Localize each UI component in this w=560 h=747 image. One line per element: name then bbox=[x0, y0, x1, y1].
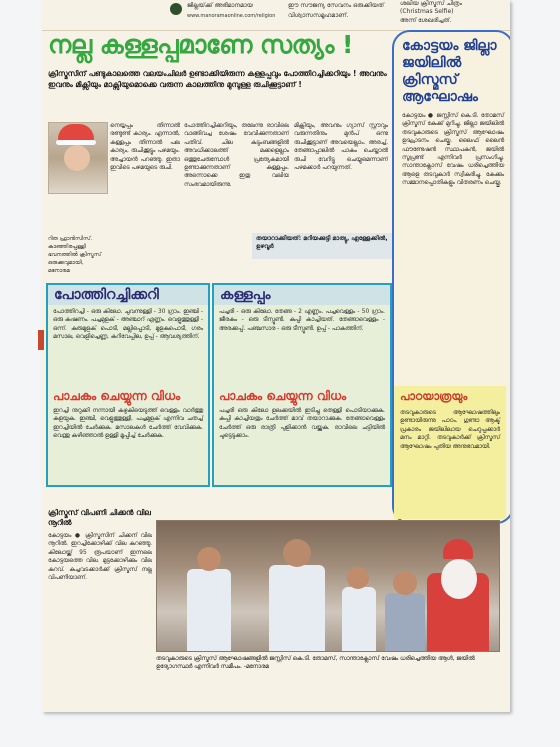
box-pothiracchi-method-title: പാചകം ചെയ്യുന്ന വിധം bbox=[53, 389, 181, 403]
person-shape-1 bbox=[187, 569, 231, 651]
story-column-3: മിക്സിയും, അവനും ഗ്യാസ് സ്റ്റൗവും വരുന്നതിനും മുൻപ് ഒന്നു രുചിക്കൂട്ടാണ് അവയെല്ലാം. അരച്ച്, തേങ്ങാപ്പാലിൽ പാകം ചെയ്താൽ രുചി വേറിട്ടു ചെയ്യുമെന്നാണ് പഴമക്കാർ പറയുന്നത്. bbox=[294, 123, 388, 172]
masthead-right-text: ശലിയ ക്രിസ്മസ് ചിത്രം bbox=[400, 0, 462, 7]
person-shape-4 bbox=[385, 593, 425, 651]
photo-caption: റിത ഫ്രാൻസിസ്. കാഞ്ഞിരപ്പള്ളി ഭവനത്തിൽ ക്രിസ്മസ് ഒരുക്കവുമായി, മനോരമ bbox=[48, 236, 102, 274]
box-pothiracchi-ingredients: പോത്തിറച്ചി - ഒരു കിലോ. ചുവന്നുള്ളി - 30 ഗ്രാം. ഇഞ്ചി - ഒരു കഷണം. പച്ചമുളക് - അഞ്ചാറ് എണ്ണം. വെളുത്തുള്ളി - ഒന്ന്. കുരുമുളക് പൊടി, മല്ലിപ്പൊടി, മുളകുപൊടി, ഗരം മസാല, വെളിച്ചെണ്ണ, കറിവേപ്പില, ഉപ്പ് - ആവശ്യത്തിന്. bbox=[53, 309, 203, 341]
sidebar-box bbox=[394, 386, 506, 519]
masthead-left-text: ജില്ലയ്‌ക്ക് അഭിമാനമായ bbox=[187, 2, 253, 9]
sidebar-box-body: തടവുകാരുടെ ആഘോഷത്തിലും ഉണ്ടായിരുന്നു പാഠം. ഗുണ്ടാ ആക്ട് പ്രകാരം ജയിലിലായ ചെറുപ്പക്കാർ മനം മാറ്റി. തടവുകാർക്ക് ക്രിസ്മസ് ആഘോഷം പുതിയ അനുഭവമായി. bbox=[400, 410, 500, 450]
masthead-mid-text2: വിശ്വാസസമൂഹമാണ്. bbox=[288, 12, 349, 19]
person-head-2 bbox=[283, 539, 311, 567]
person-head-1 bbox=[197, 547, 221, 571]
box-pothiracchi-title: പോത്തിറച്ചിക്കറി bbox=[48, 285, 208, 305]
box-kallappam bbox=[212, 283, 392, 487]
masthead-right-text3: അന്ന് ശേഖരിച്ചത്. bbox=[400, 17, 452, 24]
story-column-2: പോത്തിറച്ചിക്കറിയും, തലേന്നു രാവിലെ വാങ്ങിവച്ച ശേഷം വേവിക്കുന്നതാണ് പതിവ്. ചില കുടുംബങ്ങളിൽ അവധിക്കാലത്ത് മക്കളെല്ലാം ഒത്തുചേരുമ്പോൾ പ്രത്യേകമായി ഉണ്ടാക്കുന്നതാണ് കള്ളപ്പം. അന്നൊക്കെ ഇതു വലിയ സംഭവമായിരുന്നു. bbox=[184, 123, 289, 188]
deck: ക്രിസ്മസിന് പണ്ടുകാലത്തെ വലയംചിലർ ഉണ്ടാക്കിയിരുന്ന കള്ളപ്പവും പോത്തിറച്ചിക്കറിയും ! അവനും ഇവനും മിക്സിയും മാക്സിയുമൊക്കെ വരുന്ന കാലത്തിനു മുമ്പുള്ള രുചിക്കൂട്ടാണ് ! bbox=[48, 69, 387, 89]
newspaper-page bbox=[42, 0, 510, 712]
page-edge-mark bbox=[38, 330, 44, 350]
masthead-mid-text: ഈ സൗജന്യ സേവനം ഒരുക്കിയത് bbox=[288, 2, 385, 9]
box-kallappam-ingredients: പച്ചരി - ഒരു കിലോ. തേങ്ങ - 2 എണ്ണം. പച്ചവെള്ളം - 50 ഗ്രാം. ജീരകം - ഒരു ടീസ്പൂൺ. കപ്പി കാച്ചിയത്. തേങ്ങാവെള്ളം - അരക്കപ്പ്. പഞ്ചസാര - ഒരു ടീസ്പൂൺ. ഉപ്പ് - പാകത്തിന്. bbox=[219, 309, 385, 332]
jail-event-photo bbox=[156, 520, 500, 652]
santa-beard bbox=[441, 559, 477, 599]
person-head-4 bbox=[393, 571, 417, 595]
masthead-logo-icon bbox=[170, 3, 182, 15]
person-head-3 bbox=[347, 567, 369, 589]
jail-story-body: കോട്ടയം ● ജസ്റ്റിസ് കെ.ടി. തോമസ് ക്രിസ്മസ് കേക്ക് മുറിച്ചു. ജില്ലാ ജയിലിൽ തടവുകാരുടെ ക്രിസ്മസ് ആഘോഷം ഉദ്ഘാടനം ചെയ്തു. ലൈഫ് ലൈൻ ഫൗണ്ടേഷൻ സ്ഥാപകൻ, ജയിൽ സൂപ്രണ്ട് എന്നിവർ പ്രസംഗിച്ചു. സാന്താക്ലോസ് വേഷം ധരിച്ചെത്തിയ ആളെ തടവുകാർ സ്വീകരിച്ചു. കേക്കും സമ്മാനപ്പൊതികളും വിതരണം ചെയ്തു. bbox=[402, 113, 504, 187]
sidebar-box-title: പാഠയാത്രയും bbox=[400, 390, 468, 403]
masthead-website: www.manoramaonline.com/religion bbox=[187, 13, 276, 19]
box-pothiracchi bbox=[46, 283, 210, 487]
face-shape bbox=[64, 145, 90, 171]
pullquote-box: തയാറാക്കിയത്: മറിയക്കുട്ടി മാത്യു, ഏള്ളേക്കിൽ, ഉഴവൂർ bbox=[252, 233, 392, 259]
box-kallappam-method-title: പാചകം ചെയ്യുന്ന വിധം bbox=[219, 389, 347, 403]
masthead-right-text2: (Christmas Selfie) bbox=[400, 8, 454, 15]
person-shape-3 bbox=[342, 587, 376, 651]
chicken-price-story bbox=[48, 508, 152, 682]
jail-story-title: കോട്ടയം ജില്ലാ ജയിലിൽ ക്രിസ്മസ് ആഘോഷം bbox=[402, 38, 497, 105]
chicken-price-title: ക്രിസ്മസ് വിപണി ചിക്കൻ വില നൂറിൽ bbox=[48, 508, 151, 527]
box-kallappam-method: പച്ചരി ഒരു കിലോ ഉലക്കയിൽ ഇടിച്ചു തെള്ളി പൊടിയാക്കുക. കപ്പി കാച്ചിയതും ചേർത്ത് മാവ് തയാറാക്കുക. തേങ്ങാവെള്ളം ചേർത്ത് ഒരു രാത്രി പുളിക്കാൻ വയ്ക്കുക. രാവിലെ ചട്ടിയിൽ ചുട്ടെടുക്കാം. bbox=[219, 408, 385, 440]
headline: നല്ല കള്ളപ്പമാണേ സത്യം ! bbox=[48, 30, 353, 59]
person-shape-2 bbox=[269, 565, 325, 651]
box-pothiracchi-method: ഇറച്ചി നുറുക്കി നന്നായി കഴുകിയെടുത്ത് വെള്ളം വാർത്തു കളയുക. ഇഞ്ചി, വെളുത്തുള്ളി, പച്ചമുളക് എന്നിവ ചതച്ച് ഇറച്ചിയിൽ ചേർക്കുക. മസാലകൾ ചേർത്ത് വേവിക്കുക. വെന്തു കഴിഞ്ഞാൽ ഉള്ളി മൂപ്പിച്ച് ചേർക്കുക. bbox=[53, 408, 203, 440]
photo-caption-2: തടവുകാരുടെ ക്രിസ്മസ് ആഘോഷങ്ങളിൽ ജസ്റ്റിസ് കെ.ടി. തോമസ്, സാന്താക്ലോസ് വേഷം ധരിച്ചെത്തിയ ആൾ, ജയിൽ ഉദ്യോഗസ്ഥർ എന്നിവർ സമീപം. -മനോരമ bbox=[156, 656, 475, 671]
chicken-price-body: കോട്ടയം ● ക്രിസ്മസിന് ചിക്കന് വില നൂറിൽ. ഇറച്ചിക്കോഴിക്ക് വില കുറഞ്ഞു. കിലോയ്ക്ക് 95 രൂപയാണ് ഇന്നലെ കോട്ടയത്തെ വില. മുട്ടക്കോഴിക്കും വില കുറവ്. കച്ചവടക്കാർക്ക് ക്രിസ്മസ് നല്ല വിപണിയാണ്. bbox=[48, 533, 152, 582]
masthead-strip bbox=[42, 0, 510, 31]
box-kallappam-title: കള്ളപ്പം bbox=[214, 285, 390, 305]
story-column-1: നെയ്യപ്പം തിന്നാൽ രണ്ടുണ്ട് കാര്യം. എന്നാൽ, കള്ളപ്പം തിന്നാൽ പല കാര്യം, രുചിക്കൂട്ടും പഴമയും. അച്ചായൻ പറഞ്ഞു. ഇതാ ഇവിടെ പഴമയുടെ രുചി. bbox=[110, 123, 180, 172]
santa-hat bbox=[443, 539, 473, 559]
